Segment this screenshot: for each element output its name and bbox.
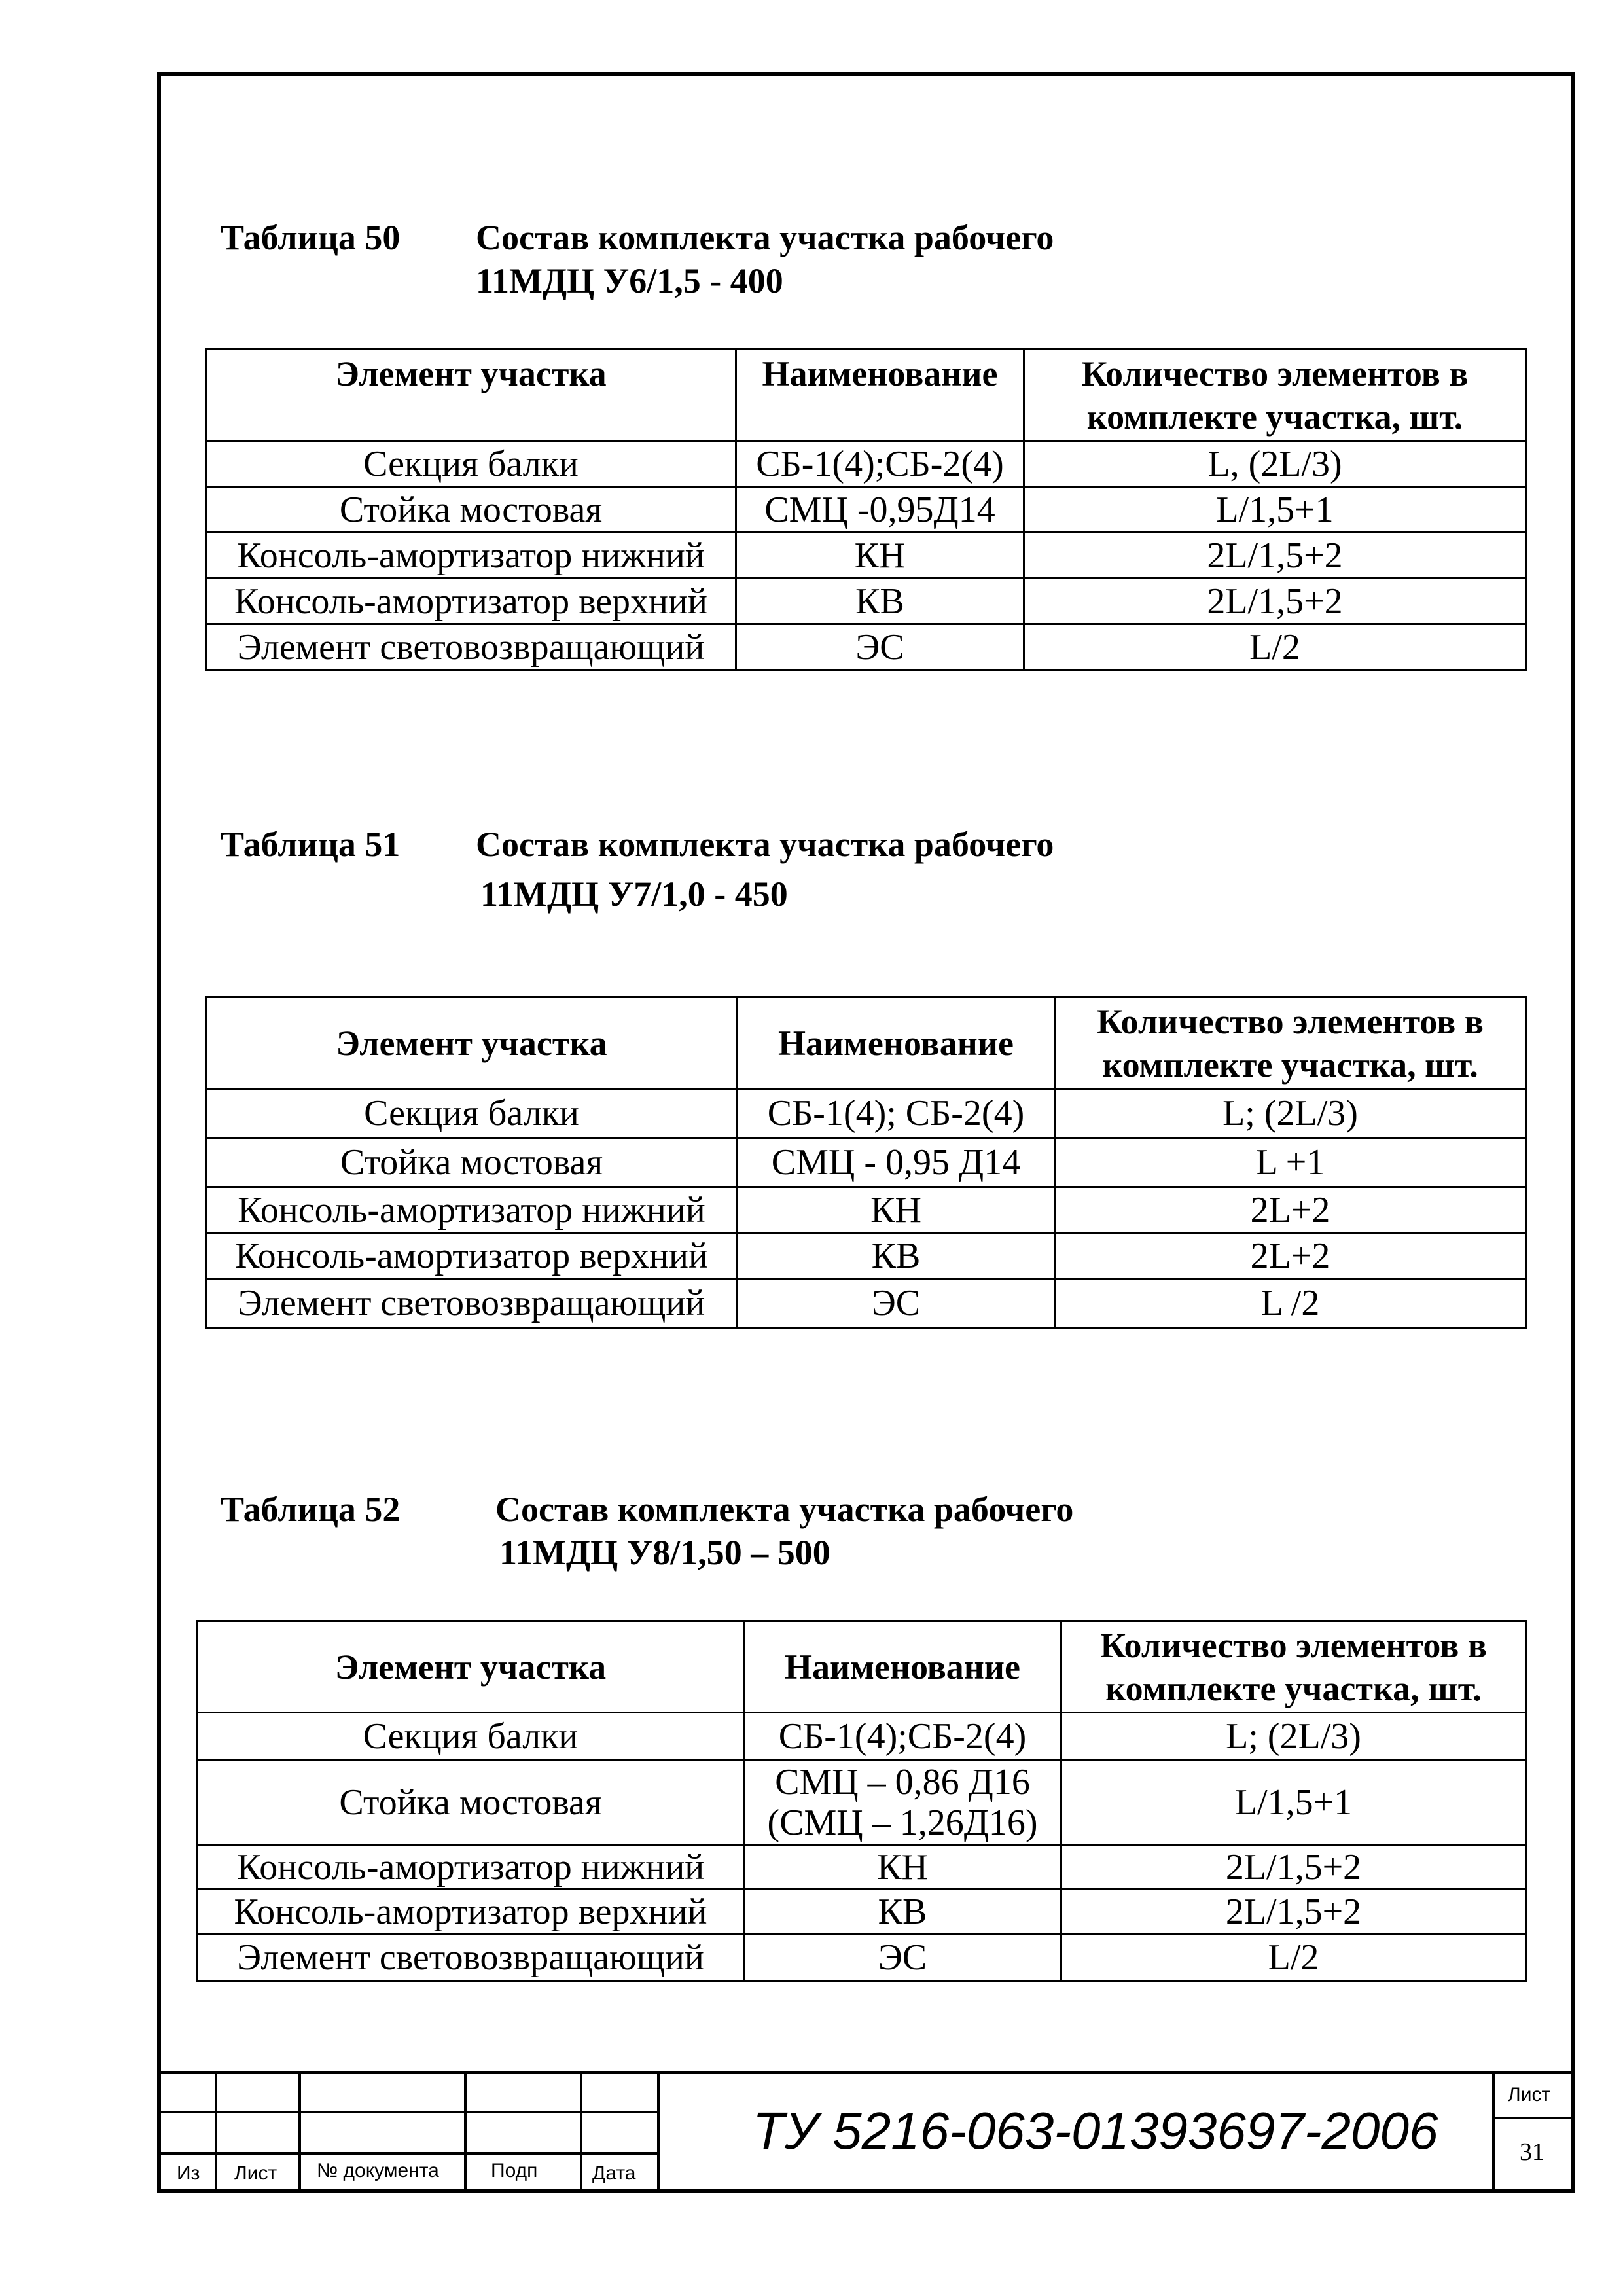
- table-cell: L; (2L/3): [1061, 1713, 1526, 1760]
- table-cell: КН: [736, 533, 1024, 579]
- table-title-line2: 11МДЦ У7/1,0 - 450: [480, 874, 788, 914]
- table-cell: Стойка мостовая: [206, 487, 736, 533]
- grid-line: [1492, 2117, 1575, 2119]
- table-cell: L /2: [1055, 1279, 1526, 1328]
- document-number: ТУ 5216-063-01393697-2006: [753, 2102, 1438, 2160]
- table-cell: Консоль-амортизатор нижний: [206, 533, 736, 579]
- table-52: [196, 1620, 1527, 1982]
- table-cell: Элемент световозвращающий: [198, 1934, 744, 1981]
- table-cell: L; (2L/3): [1055, 1089, 1526, 1138]
- table-cell: 2L+2: [1055, 1187, 1526, 1233]
- table-number: Таблица 51: [221, 825, 401, 864]
- table-title-line2: 11МДЦ У8/1,50 – 500: [499, 1533, 830, 1572]
- table-cell: СМЦ -0,95Д14: [736, 487, 1024, 533]
- table-cell: КВ: [738, 1233, 1055, 1279]
- title-block: [157, 2071, 1575, 2193]
- title-block-top-line: [157, 2071, 1575, 2074]
- grid-line: [1492, 2071, 1495, 2193]
- table-cell: СМЦ - 0,95 Д14: [738, 1138, 1055, 1187]
- grid-line: [157, 2111, 658, 2113]
- table-title-line1: Состав комплекта участка рабочего: [476, 825, 1054, 864]
- table-cell: Секция балки: [206, 1089, 738, 1138]
- table-51-caption: [221, 823, 1137, 921]
- table-52-caption: [221, 1488, 1137, 1579]
- header-element: Элемент участка: [206, 350, 736, 441]
- sheet-label: Лист: [1508, 2084, 1551, 2106]
- table-cell: ЭС: [738, 1279, 1055, 1328]
- table-cell: СБ-1(4);СБ-2(4): [736, 441, 1024, 487]
- table-cell: Стойка мостовая: [198, 1760, 744, 1845]
- table-cell-two-line: [744, 1760, 1061, 1845]
- table-cell: Консоль-амортизатор верхний: [206, 1233, 738, 1279]
- table-cell: L/1,5+1: [1024, 487, 1526, 533]
- table-cell: Элемент световозвращающий: [206, 1279, 738, 1328]
- table-cell: Стойка мостовая: [206, 1138, 738, 1187]
- grid-line: [580, 2071, 582, 2193]
- header-quantity: Количество элементов в комплекте участка, шт.: [1024, 350, 1526, 441]
- table-cell: Консоль-амортизатор верхний: [198, 1890, 744, 1934]
- col-label-document: № документа: [317, 2160, 439, 2181]
- table-cell: Секция балки: [198, 1713, 744, 1760]
- name-line: (СМЦ – 1,26Д16): [767, 1802, 1038, 1843]
- table-cell: 2L/1,5+2: [1061, 1845, 1526, 1890]
- table-cell: Консоль-амортизатор нижний: [206, 1187, 738, 1233]
- table-title-line1: Состав комплекта участка рабочего: [476, 218, 1054, 257]
- grid-line: [298, 2071, 301, 2193]
- table-cell: 2L+2: [1055, 1233, 1526, 1279]
- header-element: Элемент участка: [198, 1621, 744, 1713]
- grid-line: [657, 2071, 660, 2193]
- table-cell: СБ-1(4);СБ-2(4): [744, 1713, 1061, 1760]
- table-cell: 2L/1,5+2: [1024, 533, 1526, 579]
- table-cell: КВ: [736, 579, 1024, 624]
- col-label-signature: Подп: [491, 2160, 538, 2181]
- table-cell: L +1: [1055, 1138, 1526, 1187]
- table-number: Таблица 52: [221, 1490, 401, 1529]
- table-cell: L, (2L/3): [1024, 441, 1526, 487]
- table-cell: ЭС: [744, 1934, 1061, 1981]
- table-cell: 2L/1,5+2: [1024, 579, 1526, 624]
- table-cell: КН: [738, 1187, 1055, 1233]
- table-title-line2: 11МДЦ У6/1,5 - 400: [476, 261, 783, 300]
- table-title-line1: Состав комплекта участка рабочего: [495, 1490, 1074, 1529]
- table-51: [205, 996, 1527, 1329]
- header-quantity: Количество элементов в комплекте участка, шт.: [1061, 1621, 1526, 1713]
- col-label-date: Дата: [592, 2162, 636, 2184]
- table-cell: L/2: [1061, 1934, 1526, 1981]
- table-cell: СБ-1(4); СБ-2(4): [738, 1089, 1055, 1138]
- table-cell: Консоль-амортизатор нижний: [198, 1845, 744, 1890]
- header-element: Элемент участка: [206, 997, 738, 1089]
- table-cell: L/2: [1024, 624, 1526, 670]
- table-cell: Консоль-амортизатор верхний: [206, 579, 736, 624]
- table-cell: ЭС: [736, 624, 1024, 670]
- table-cell: Элемент световозвращающий: [206, 624, 736, 670]
- table-cell: L/1,5+1: [1061, 1760, 1526, 1845]
- table-50-caption: [221, 216, 1137, 308]
- table-cell: КВ: [744, 1890, 1061, 1934]
- header-name: Наименование: [738, 997, 1055, 1089]
- col-label-list: Лист: [234, 2162, 277, 2184]
- table-cell: 2L/1,5+2: [1061, 1890, 1526, 1934]
- col-label-iz: Из: [177, 2162, 200, 2184]
- grid-line: [157, 2152, 658, 2155]
- table-50: [205, 348, 1527, 671]
- header-name: Наименование: [736, 350, 1024, 441]
- header-quantity: Количество элементов в комплекте участка, шт.: [1055, 997, 1526, 1089]
- grid-line: [464, 2071, 467, 2193]
- header-name: Наименование: [744, 1621, 1061, 1713]
- table-number: Таблица 50: [221, 218, 401, 257]
- grid-line: [215, 2071, 217, 2193]
- sheet-number: 31: [1520, 2138, 1544, 2166]
- table-cell: КН: [744, 1845, 1061, 1890]
- table-cell: Секция балки: [206, 441, 736, 487]
- name-line: СМЦ – 0,86 Д16: [775, 1761, 1030, 1803]
